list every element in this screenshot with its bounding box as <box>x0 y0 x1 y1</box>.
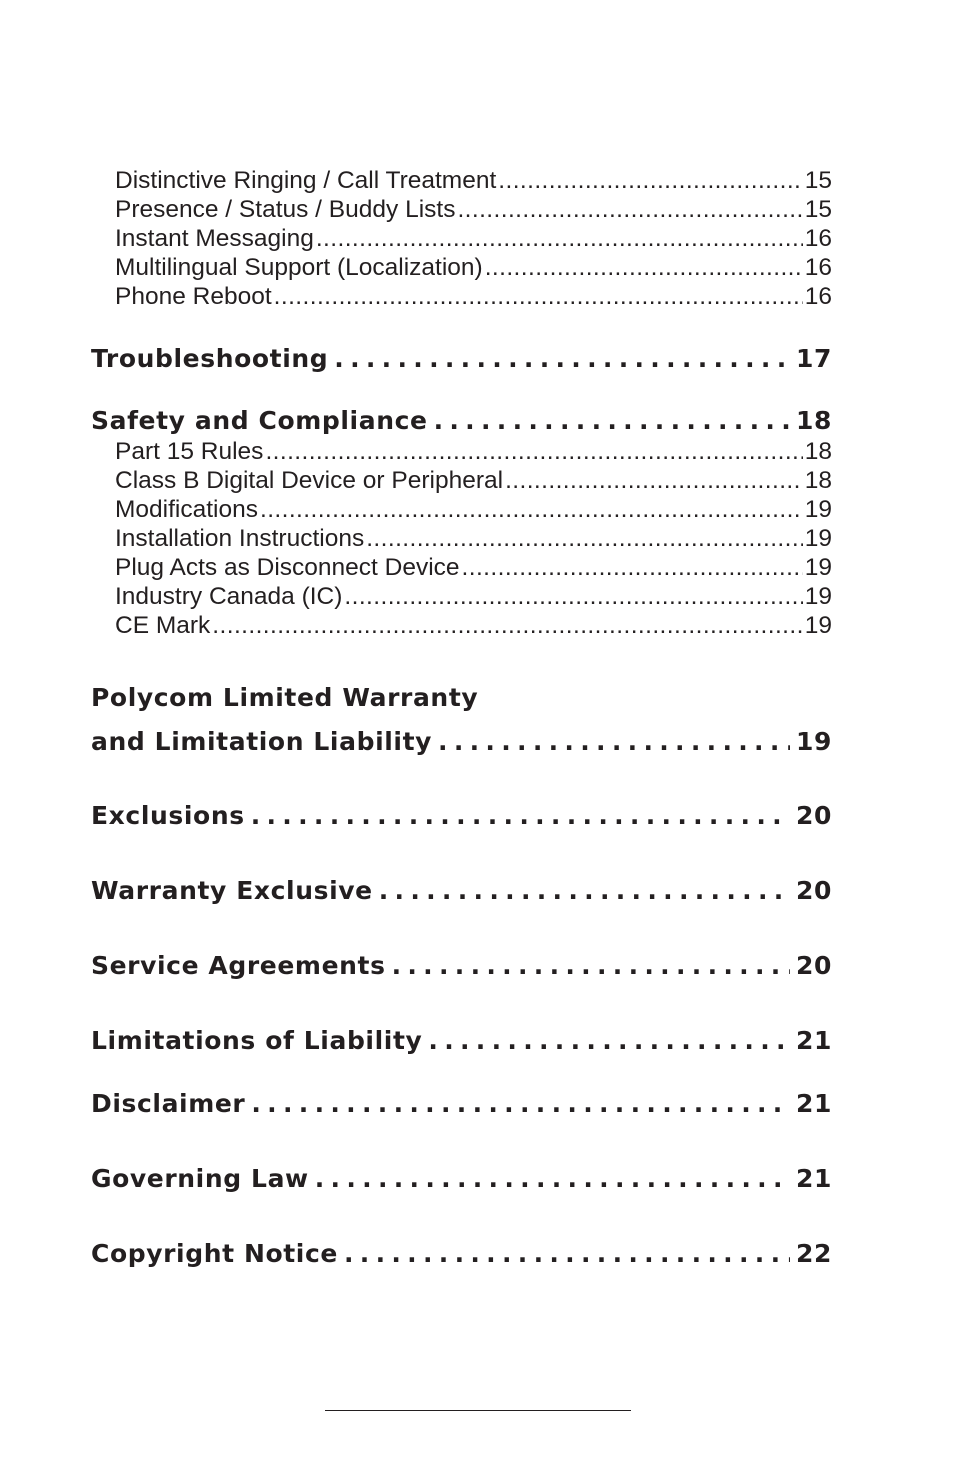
toc-entry-page: 19 <box>804 496 832 523</box>
toc-entry-title: Safety and Compliance <box>91 406 428 435</box>
toc-entry-page: 20 <box>796 801 832 830</box>
toc-entry-limitations[interactable] <box>91 1025 832 1057</box>
toc-entry-title: Part 15 Rules <box>115 438 264 465</box>
dot-leader <box>344 582 802 611</box>
dot-leader <box>260 495 803 524</box>
toc-entry-warranty-exclusive[interactable] <box>91 875 832 907</box>
toc-entry-title: Limitations of Liability <box>91 1026 423 1055</box>
toc-entry-title: Service Agreements <box>91 951 386 980</box>
toc-entry-modifications[interactable] <box>91 495 832 524</box>
toc-entry-copyright[interactable] <box>91 1238 832 1270</box>
toc-entry-page: 21 <box>796 1026 832 1055</box>
toc-entry-page: 16 <box>804 254 832 281</box>
toc-entry-page: 20 <box>796 876 832 905</box>
dot-leader <box>344 1238 790 1270</box>
toc-entry-title: Phone Reboot <box>115 283 272 310</box>
toc-entry-title: CE Mark <box>115 612 211 639</box>
toc-entry-plug-disconnect[interactable] <box>91 553 832 582</box>
toc-entry-class-b[interactable] <box>91 466 832 495</box>
footer-rule <box>325 1410 631 1411</box>
toc-entry-distinctive-ringing[interactable] <box>91 166 832 195</box>
dot-leader <box>498 166 802 195</box>
toc-entry-page: 22 <box>796 1239 832 1268</box>
toc-entry-page: 15 <box>804 167 832 194</box>
dot-leader <box>392 950 790 982</box>
dot-leader <box>485 253 803 282</box>
dot-leader <box>366 524 803 553</box>
dot-leader <box>251 1088 790 1120</box>
toc-entry-title: Disclaimer <box>91 1089 246 1118</box>
toc-entry-service-agreements[interactable] <box>91 950 832 982</box>
toc-entry-title: Instant Messaging <box>115 225 314 252</box>
toc-entry-page: 20 <box>796 951 832 980</box>
toc-entry-title: Presence / Status / Buddy Lists <box>115 196 456 223</box>
toc-entry-industry-canada[interactable] <box>91 582 832 611</box>
toc-entry-ce-mark[interactable] <box>91 611 832 640</box>
toc-entry-governing-law[interactable] <box>91 1163 832 1195</box>
toc-entry-warranty[interactable] <box>91 726 832 758</box>
dot-leader <box>457 195 802 224</box>
toc-entry-page: 16 <box>804 225 832 252</box>
toc-entry-disclaimer[interactable] <box>91 1088 832 1120</box>
dot-leader <box>212 611 802 640</box>
dot-leader <box>434 405 790 437</box>
toc-entry-page: 19 <box>804 554 832 581</box>
toc-entry-title: Troubleshooting <box>91 344 329 373</box>
toc-entry-page: 19 <box>804 583 832 610</box>
toc-entry-page: 19 <box>796 727 832 756</box>
toc-entry-troubleshooting[interactable] <box>91 343 832 375</box>
dot-leader <box>265 437 802 466</box>
toc-entry-page: 17 <box>796 344 832 373</box>
toc-entry-exclusions[interactable] <box>91 800 832 832</box>
toc-entry-multilingual[interactable] <box>91 253 832 282</box>
dot-leader <box>251 800 790 832</box>
dot-leader <box>379 875 790 907</box>
toc-entry-safety-compliance[interactable] <box>91 405 832 437</box>
toc-entry-installation[interactable] <box>91 524 832 553</box>
toc-entry-page: 21 <box>796 1164 832 1193</box>
toc-entry-page: 18 <box>804 467 832 494</box>
toc-entry-page: 18 <box>804 438 832 465</box>
toc-entry-title: Warranty Exclusive <box>91 876 373 905</box>
toc-entry-page: 21 <box>796 1089 832 1118</box>
dot-leader <box>316 224 803 253</box>
toc-entry-title: Installation Instructions <box>115 525 365 552</box>
toc-entry-title: Governing Law <box>91 1164 309 1193</box>
dot-leader <box>462 553 803 582</box>
toc-entry-title: and Limitation Liability <box>91 727 433 756</box>
toc-entry-page: 19 <box>804 612 832 639</box>
toc-entry-part15[interactable] <box>91 437 832 466</box>
toc-entry-instant-messaging[interactable] <box>91 224 832 253</box>
toc-entry-page: 18 <box>796 406 832 435</box>
toc-entry-warranty-line1[interactable]: Polycom Limited Warranty <box>91 683 479 712</box>
dot-leader <box>428 1025 790 1057</box>
toc-entry-title: Class B Digital Device or Peripheral <box>115 467 504 494</box>
dot-leader <box>315 1163 790 1195</box>
toc-entry-presence[interactable] <box>91 195 832 224</box>
toc-entry-title: Multilingual Support (Localization) <box>115 254 483 281</box>
toc-entry-title: Distinctive Ringing / Call Treatment <box>115 167 497 194</box>
dot-leader <box>334 343 790 375</box>
dot-leader <box>274 282 803 311</box>
toc-entry-page: 15 <box>804 196 832 223</box>
toc-entry-title: Copyright Notice <box>91 1239 338 1268</box>
toc-entry-title: Industry Canada (IC) <box>115 583 343 610</box>
toc-entry-phone-reboot[interactable] <box>91 282 832 311</box>
toc-entry-title: Exclusions <box>91 801 245 830</box>
toc-entry-page: 16 <box>804 283 832 310</box>
toc-entry-title: Plug Acts as Disconnect Device <box>115 554 460 581</box>
dot-leader <box>438 726 790 758</box>
toc-entry-title: Modifications <box>115 496 258 523</box>
toc-entry-page: 19 <box>804 525 832 552</box>
dot-leader <box>505 466 803 495</box>
